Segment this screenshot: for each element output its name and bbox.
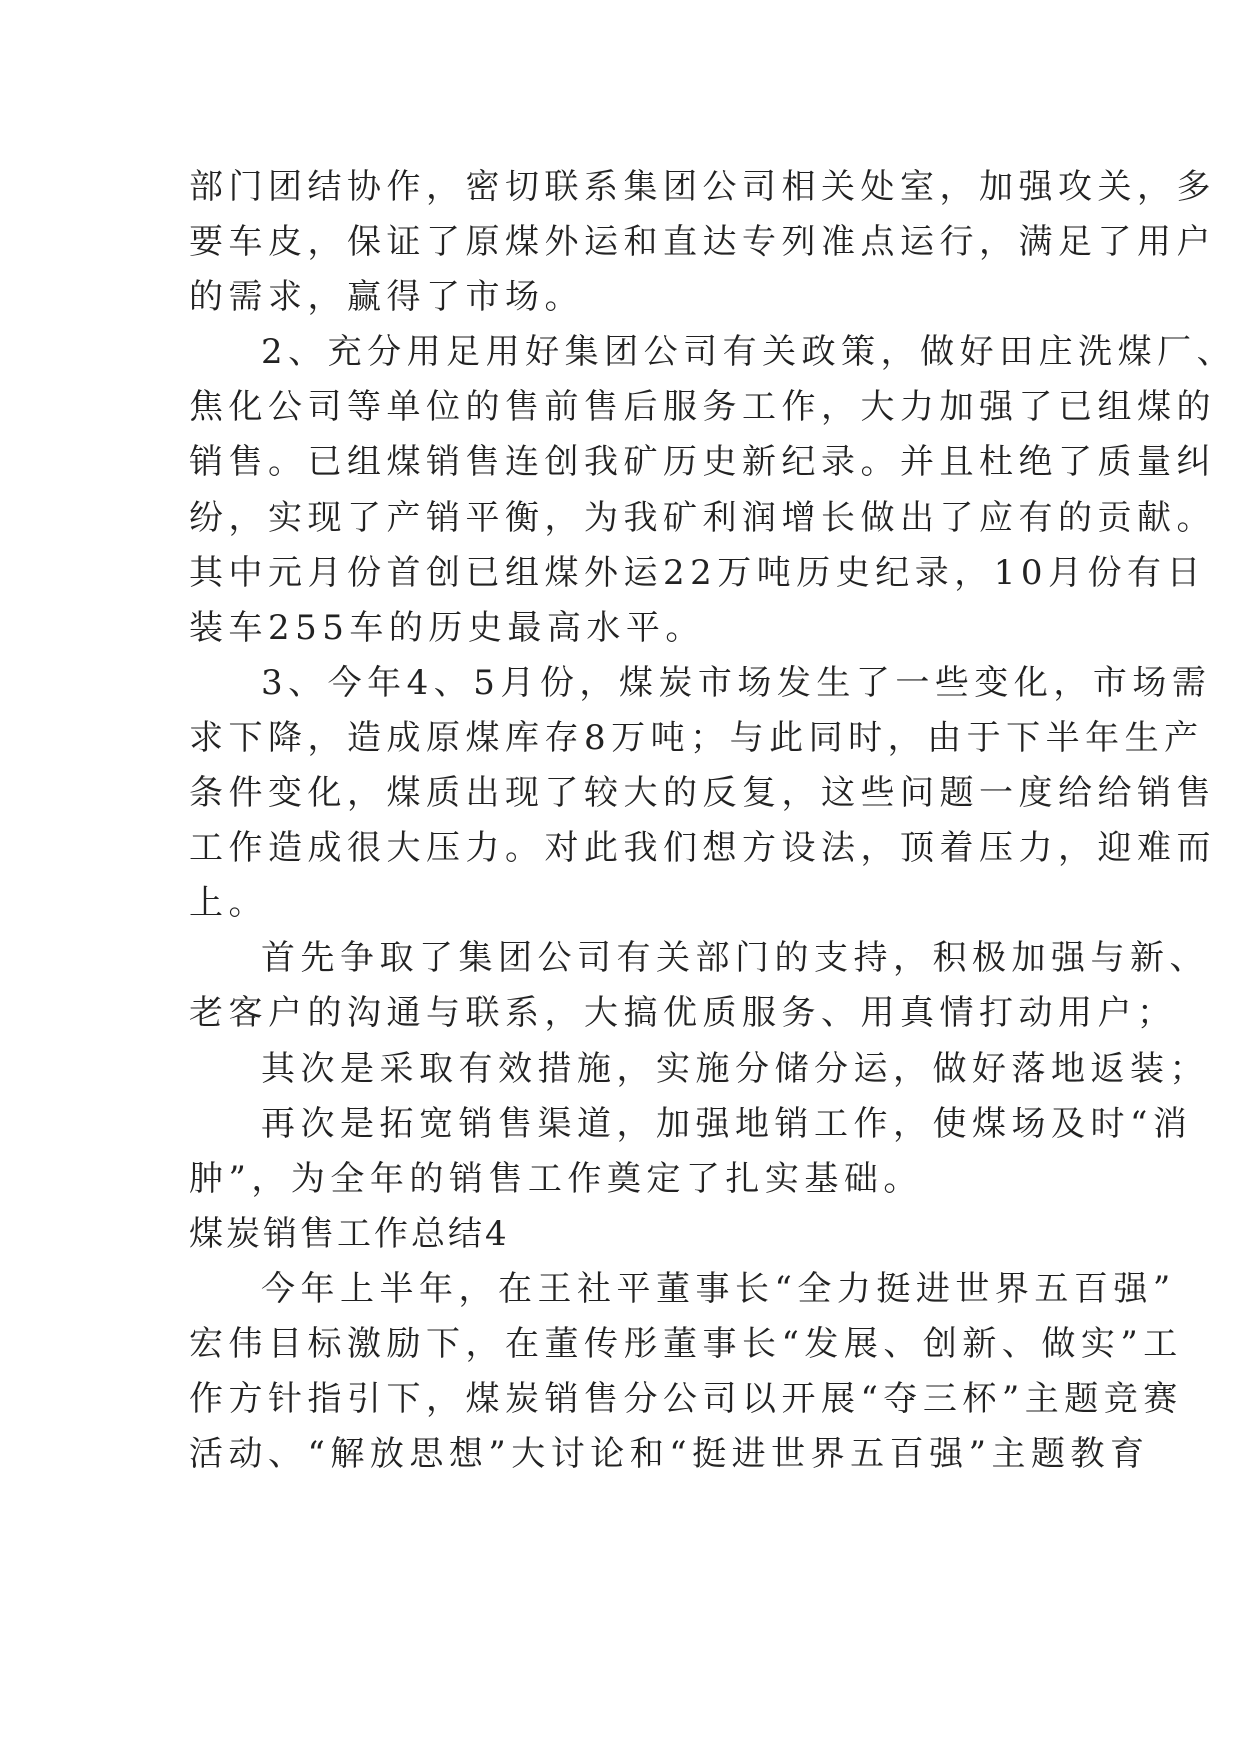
text-line: 其中元月份首创已组煤外运22万吨历史纪录，10月份有日 <box>189 552 1207 593</box>
text-line: 焦化公司等单位的售前售后服务工作，大力加强了已组煤的 <box>189 387 1216 428</box>
text-line: 其次是采取有效措施，实施分储分运，做好落地返装； <box>261 1048 1209 1089</box>
text-line: 求下降，造成原煤库存8万吨；与此同时，由于下半年生产 <box>189 717 1204 758</box>
text-line: 今年上半年，在王社平董事长“全力挺进世界五百强” <box>261 1268 1176 1309</box>
text-line: 工作造成很大压力。对此我们想方设法，顶着压力，迎难而 <box>189 828 1216 869</box>
text-line: 要车皮，保证了原煤外运和直达专列准点运行，满足了用户 <box>189 222 1216 263</box>
text-line: 首先争取了集团公司有关部门的支持，积极加强与新、 <box>261 938 1209 979</box>
text-line: 装车255车的历史最高水平。 <box>189 607 705 648</box>
document-body <box>189 160 1237 1482</box>
text-line: 3、今年4、5月份，煤炭市场发生了一些变化，市场需 <box>261 662 1212 703</box>
text-line: 2、充分用足用好集团公司有关政策，做好田庄洗煤厂、 <box>261 332 1237 373</box>
text-line: 的需求，赢得了市场。 <box>189 277 584 318</box>
text-line: 销售。已组煤销售连创我矿历史新纪录。并且杜绝了质量纠 <box>189 442 1216 483</box>
text-line: 再次是拓宽销售渠道，加强地销工作，使煤场及时“消 <box>261 1103 1193 1144</box>
text-line: 纷，实现了产销平衡，为我矿利润增长做出了应有的贡献。 <box>189 497 1216 538</box>
text-line: 条件变化，煤质出现了较大的反复，这些问题一度给给销售 <box>189 773 1216 814</box>
text-line: 老客户的沟通与联系，大搞优质服务、用真情打动用户； <box>189 993 1177 1034</box>
text-line: 活动、“解放思想”大讨论和“挺进世界五百强”主题教育 <box>189 1434 1150 1475</box>
text-line: 上。 <box>189 883 268 924</box>
text-line: 宏伟目标激励下，在董传彤董事长“发展、创新、做实”工 <box>189 1323 1183 1364</box>
text-line: 部门团结协作，密切联系集团公司相关处室，加强攻关，多 <box>189 167 1216 207</box>
text-line: 肿”，为全年的销售工作奠定了扎实基础。 <box>189 1158 923 1199</box>
section-heading: 煤炭销售工作总结4 <box>189 1213 510 1254</box>
text-line: 作方针指引下，煤炭销售分公司以开展“夺三杯”主题竞赛 <box>189 1379 1183 1420</box>
